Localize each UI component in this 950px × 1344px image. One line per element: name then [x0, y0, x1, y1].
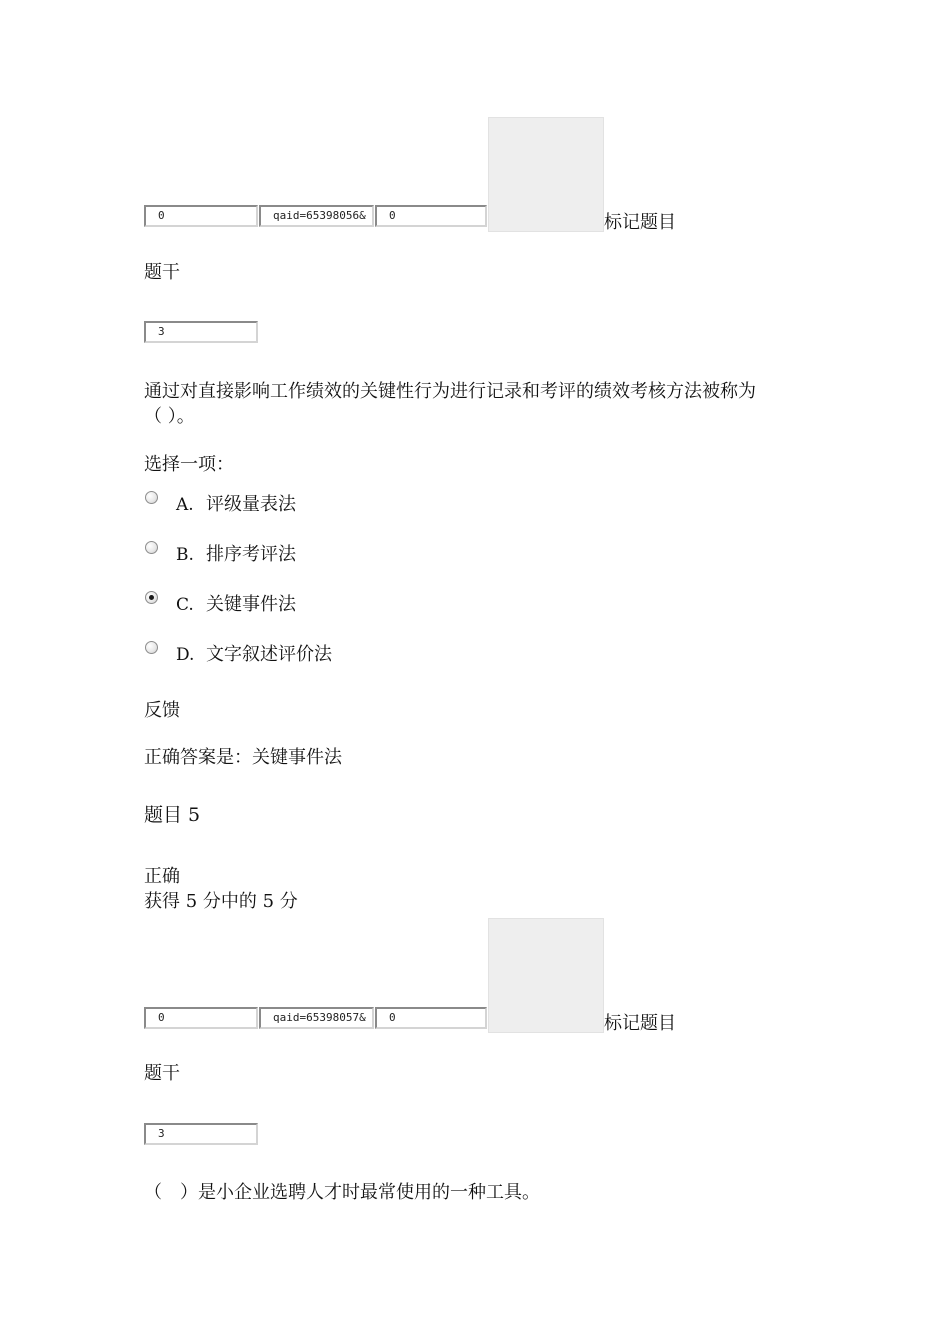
q4-question-text: 通过对直接影响工作绩效的关键性行为进行记录和考评的绩效考核方法被称为 [144, 381, 756, 402]
q5-hidden-field-3[interactable]: 0 [375, 1007, 487, 1029]
q5-stem-field[interactable]: 3 [144, 1123, 258, 1145]
q4-stem-label: 题干 [144, 262, 180, 283]
q4-stem-field[interactable]: 3 [144, 321, 258, 343]
q4-option-c-radio[interactable] [145, 591, 158, 604]
q5-hidden-field-2[interactable]: qaid=65398057& [259, 1007, 374, 1029]
q4-option-a-text[interactable]: 评级量表法 [206, 494, 296, 515]
q4-option-d-letter: D. [176, 645, 195, 665]
q4-flag-box[interactable] [488, 117, 604, 232]
q5-stem-label: 题干 [144, 1063, 180, 1084]
q4-option-a-radio[interactable] [145, 491, 158, 504]
radio-selected-dot [149, 595, 154, 600]
q4-hidden-field-2[interactable]: qaid=65398056& [259, 205, 374, 227]
q4-option-b-text[interactable]: 排序考评法 [206, 544, 296, 565]
q4-option-b-radio[interactable] [145, 541, 158, 554]
q5-hidden-field-1[interactable]: 0 [144, 1007, 258, 1029]
q5-score: 获得 5 分中的 5 分 [144, 891, 298, 912]
q4-option-d-text[interactable]: 文字叙述评价法 [206, 644, 332, 665]
q5-question-text: （ ）是小企业选聘人才时最常使用的一种工具。 [144, 1182, 540, 1203]
q4-option-d-radio[interactable] [145, 641, 158, 654]
q4-hidden-field-1[interactable]: 0 [144, 205, 258, 227]
q4-question-text-cont: （ ）。 [144, 406, 195, 427]
q5-flag-label[interactable]: 标记题目 [604, 1013, 676, 1034]
q4-option-a-letter: A. [176, 495, 194, 515]
q4-hidden-field-3[interactable]: 0 [375, 205, 487, 227]
q4-feedback-label: 反馈 [144, 700, 180, 721]
q4-option-c-text[interactable]: 关键事件法 [206, 594, 296, 615]
q4-flag-label[interactable]: 标记题目 [604, 212, 676, 233]
q4-option-c-letter: C. [176, 595, 194, 615]
q4-correct-answer: 正确答案是：关键事件法 [144, 747, 342, 768]
q4-choose-label: 选择一项： [144, 454, 234, 475]
q5-status: 正确 [144, 866, 180, 887]
q5-flag-box[interactable] [488, 918, 604, 1033]
q4-option-b-letter: B. [176, 545, 194, 565]
q5-title: 题目 5 [144, 804, 201, 826]
